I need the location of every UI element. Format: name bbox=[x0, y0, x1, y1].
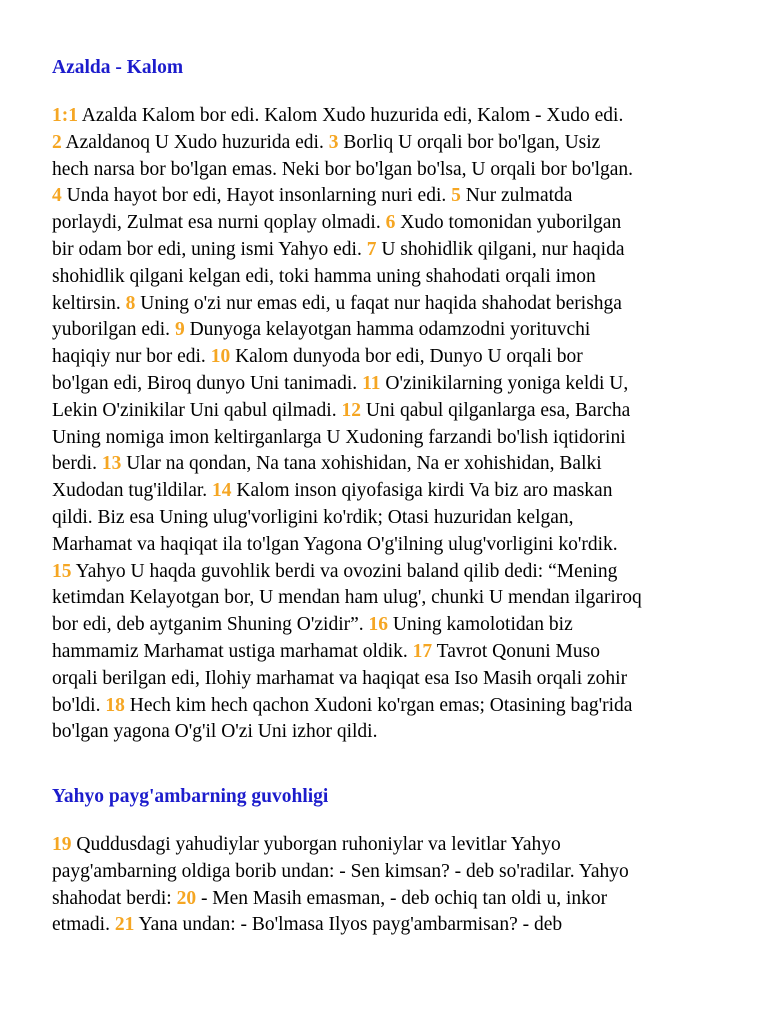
verse-number: 8 bbox=[125, 292, 136, 314]
verse-number: 15 bbox=[52, 560, 72, 582]
text-line bbox=[52, 210, 716, 237]
section-body-yahyo-guvohligi bbox=[52, 832, 716, 939]
verse-text: Unda hayot bor edi, Hayot insonlarning nuri edi. bbox=[61, 185, 452, 207]
verse-text: Borliq U orqali bor bo'lgan, Usiz bbox=[338, 131, 601, 153]
verse-text: Azalda Kalom bor edi. Kalom Xudo huzurida edi, Kalom - Xudo edi. bbox=[78, 105, 624, 126]
verse-text: bo'ldi. bbox=[52, 694, 106, 716]
verse-text: hech narsa bor bo'lgan emas. Neki bor bo'lgan bo'lsa, U orqali bor bo'lgan. bbox=[52, 158, 634, 180]
verse-text: O'zinikilarning yoniga keldi U, bbox=[380, 372, 629, 394]
text-line bbox=[52, 832, 716, 859]
text-line bbox=[52, 559, 716, 586]
verse-text: payg'ambarning oldiga borib undan: - Sen kimsan? - deb so'radilar. Yahyo bbox=[52, 860, 629, 882]
text-line bbox=[52, 130, 716, 157]
verse-number: 19 bbox=[52, 834, 72, 855]
text-line bbox=[52, 505, 716, 532]
verse-number: 16 bbox=[368, 614, 389, 636]
section-heading-yahyo-guvohligi: Yahyo payg'ambarning guvohligi bbox=[52, 786, 329, 807]
text-line bbox=[52, 859, 716, 886]
verse-text: Uni qabul qilganlarga esa, Barcha bbox=[360, 399, 631, 421]
verse-text: Dunyoga kelayotgan hamma odamzodni yorituvchi bbox=[184, 319, 591, 341]
verse-number: 9 bbox=[174, 319, 185, 341]
verse-text: U shohidlik qilgani, nur haqida bbox=[376, 238, 625, 260]
verse-text: haqiqiy nur bor edi. bbox=[52, 346, 211, 368]
verse-text: ketimdan Kelayotgan bor, U mendan ham ulug', chunki U mendan ilgariroq bbox=[52, 587, 642, 609]
verse-text: Hech kim hech qachon Xudoni ko'rgan emas; Otasining bag'rida bbox=[124, 694, 633, 716]
verse-text: Tavrot Qonuni Muso bbox=[432, 640, 600, 662]
text-line bbox=[52, 264, 716, 291]
section-body-azalda-kalom bbox=[52, 103, 716, 746]
section-heading-azalda-kalom: Azalda - Kalom bbox=[52, 57, 184, 78]
verse-text: bo'lgan yagona O'g'il O'zi Uni izhor qildi. bbox=[52, 721, 378, 743]
verse-text: orqali berilgan edi, Ilohiy marhamat va haqiqat esa Iso Masih orqali zohir bbox=[52, 667, 628, 689]
verse-text: etmadi. bbox=[52, 914, 115, 936]
text-line bbox=[52, 291, 716, 318]
verse-text: shahodat berdi: bbox=[52, 887, 177, 909]
verse-text: - Men Masih emasman, - deb ochiq tan oldi u, inkor bbox=[196, 887, 608, 909]
verse-text: Azaldanoq U Xudo huzurida edi. bbox=[61, 131, 329, 153]
text-line bbox=[52, 639, 716, 666]
text-line bbox=[52, 371, 716, 398]
verse-number: 4 bbox=[52, 185, 62, 207]
text-line bbox=[52, 532, 716, 559]
verse-number: 1:1 bbox=[52, 105, 78, 126]
verse-text: Xudodan tug'ildilar. bbox=[52, 480, 213, 502]
verse-text: Yahyo U haqda guvohlik berdi va ovozini baland qilib dedi: “Mening bbox=[71, 560, 618, 582]
verse-text: Ular na qondan, Na tana xohishidan, Na er xohishidan, Balki bbox=[121, 453, 602, 475]
text-line bbox=[52, 886, 716, 913]
text-line bbox=[52, 451, 716, 478]
verse-number: 5 bbox=[451, 185, 461, 207]
verse-text: Marhamat va haqiqat ila to'lgan Yagona O'g'ilning ulug'vorligini ko'rdik. bbox=[52, 533, 618, 555]
text-line bbox=[52, 719, 716, 746]
verse-text: bo'lgan edi, Biroq dunyo Uni tanimadi. bbox=[52, 372, 363, 394]
verse-number: 6 bbox=[385, 212, 396, 234]
text-line bbox=[52, 585, 716, 612]
verse-number: 10 bbox=[210, 346, 231, 368]
verse-text: berdi. bbox=[52, 453, 102, 475]
text-line bbox=[52, 183, 716, 210]
text-line bbox=[52, 157, 716, 184]
text-line bbox=[52, 425, 716, 452]
verse-text: bir odam bor edi, uning ismi Yahyo edi. bbox=[52, 238, 367, 260]
verse-number: 7 bbox=[366, 238, 377, 260]
text-line bbox=[52, 693, 716, 720]
verse-text: hammamiz Marhamat ustiga marhamat oldik. bbox=[52, 640, 413, 662]
text-line bbox=[52, 317, 716, 344]
verse-text: Quddusdagi yahudiylar yuborgan ruhoniylar va levitlar Yahyo bbox=[71, 834, 561, 855]
verse-text: bor edi, deb aytganim Shuning O'zidir”. bbox=[52, 614, 369, 636]
text-line bbox=[52, 103, 716, 130]
text-line bbox=[52, 612, 716, 639]
verse-number: 12 bbox=[341, 399, 361, 421]
verse-text: Kalom dunyoda bor edi, Dunyo U orqali bor bbox=[230, 346, 583, 368]
verse-text: Lekin O'zinikilar Uni qabul qilmadi. bbox=[52, 399, 342, 421]
verse-number: 14 bbox=[212, 480, 232, 502]
text-line bbox=[52, 666, 716, 693]
verse-number: 20 bbox=[176, 887, 197, 909]
verse-number: 13 bbox=[101, 453, 122, 475]
text-line bbox=[52, 912, 716, 939]
verse-number: 2 bbox=[52, 131, 62, 153]
verse-text: Nur zulmatda bbox=[460, 185, 573, 207]
verse-text: shohidlik qilgani kelgan edi, toki hamma uning shahodati orqali imon bbox=[52, 265, 596, 287]
verse-text: yuborilgan edi. bbox=[52, 319, 175, 341]
verse-text: Xudo tomonidan yuborilgan bbox=[395, 212, 622, 234]
text-line bbox=[52, 344, 716, 371]
text-line bbox=[52, 237, 716, 264]
verse-text: keltirsin. bbox=[52, 292, 126, 314]
verse-text: Uning o'zi nur emas edi, u faqat nur haqida shahodat berishga bbox=[135, 292, 622, 314]
verse-text: Uning nomiga imon keltirganlarga U Xudoning farzandi bo'lish iqtidorini bbox=[52, 426, 626, 448]
verse-text: Yana undan: - Bo'lmasa Ilyos payg'ambarmisan? - deb bbox=[134, 914, 563, 936]
verse-number: 17 bbox=[412, 640, 433, 662]
text-line bbox=[52, 398, 716, 425]
text-line bbox=[52, 478, 716, 505]
verse-text: Kalom inson qiyofasiga kirdi Va biz aro maskan bbox=[231, 480, 613, 502]
verse-text: porlaydi, Zulmat esa nurni qoplay olmadi. bbox=[52, 212, 386, 234]
verse-number: 18 bbox=[105, 694, 125, 716]
verse-text: Uning kamolotidan biz bbox=[388, 614, 573, 636]
verse-text: qildi. Biz esa Uning ulug'vorligini ko'rdik; Otasi huzuridan kelgan, bbox=[52, 506, 574, 528]
verse-number: 3 bbox=[328, 131, 339, 153]
verse-number: 21 bbox=[114, 914, 135, 936]
verse-number: 11 bbox=[362, 372, 381, 394]
